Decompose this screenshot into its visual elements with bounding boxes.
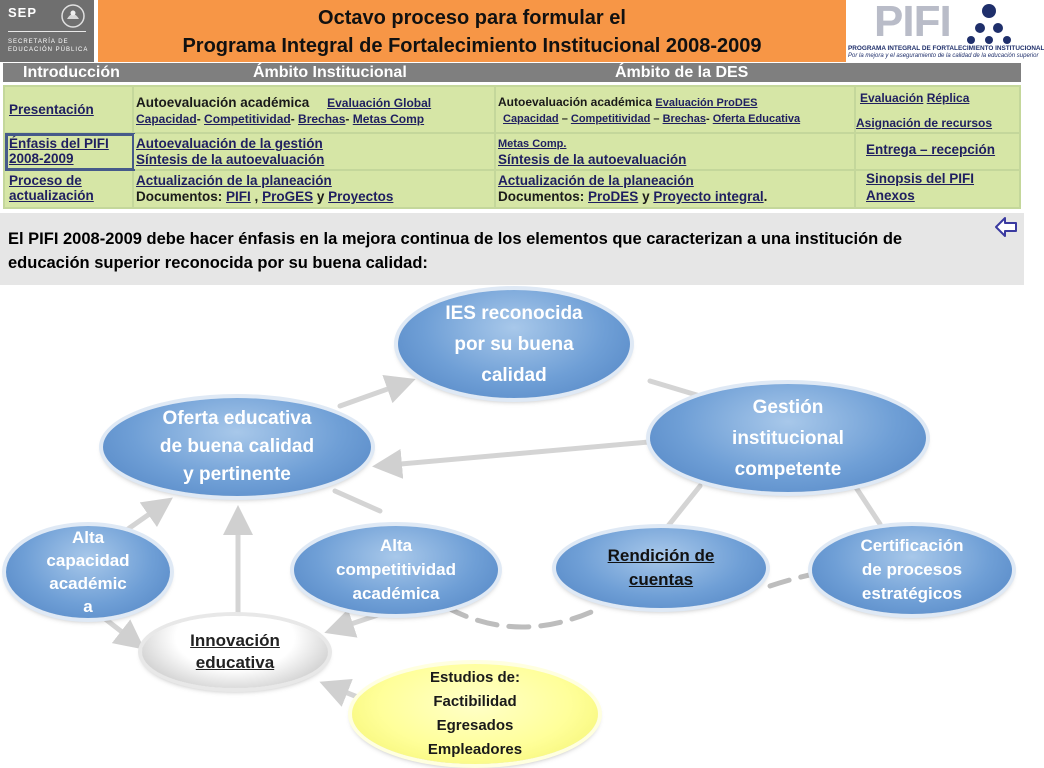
sep-logo-subtitle	[8, 38, 88, 54]
link-evaluacion[interactable]: Evaluación	[860, 91, 924, 105]
node-rendicion-line2: cuentas	[628, 570, 694, 589]
node-rendicion-cuentas[interactable]	[556, 528, 766, 608]
nav-cell-sinopsis	[856, 171, 1019, 207]
link-des-oferta[interactable]: Oferta Educativa	[712, 113, 801, 125]
pifi-tagline: PROGRAMA INTEGRAL DE FORTALECIMIENTO INSTITUCIONAL	[848, 45, 1044, 52]
node-rendicion-line1: Rendición de	[607, 546, 715, 565]
text-y: y	[316, 189, 325, 204]
link-inst-actualizacion[interactable]: Actualización de la planeación	[136, 173, 332, 188]
link-proyecto-integral[interactable]: Proyecto integral	[653, 189, 764, 204]
node-estudios-line3: Egresados	[436, 717, 514, 734]
text-inst-documentos: Documentos:	[136, 189, 223, 204]
link-des-metas[interactable]: Metas Comp.	[498, 138, 567, 150]
nav-cell-des-planeacion: Actualización de la planeación Documentos: ProDES y Proyecto integral.	[496, 171, 854, 207]
title-bar	[98, 0, 846, 62]
node-certificacion-line3: estratégicos	[861, 584, 963, 603]
link-inst-sintesis[interactable]: Síntesis de la autoevaluación	[136, 152, 325, 167]
statement-text: El PIFI 2008-2009 debe hacer énfasis en la mejora continua de los elementos que caracterizan a una institución de educación superior reconocida por su buena calidad:	[8, 230, 903, 272]
node-certificacion-line2: de procesos	[861, 560, 963, 579]
nav-cell-des-sintesis	[496, 134, 854, 169]
link-des-capacidad[interactable]: Capacidad	[503, 113, 559, 125]
node-alta-capacidad	[6, 526, 170, 618]
pifi-logo	[846, 0, 1044, 64]
sep-logo-rule	[8, 31, 86, 32]
text-des-documentos: Documentos:	[498, 189, 585, 204]
node-competitividad-line3: académica	[352, 584, 440, 603]
nav-cell-inst-planeacion: Actualización de la planeación Documentos: PIFI , ProGES y Proyectos	[134, 171, 494, 207]
node-capacidad-line2: capacidad	[46, 551, 130, 570]
arrow-gestion-certificacion	[855, 486, 880, 524]
node-oferta-line3: y pertinente	[183, 464, 291, 485]
node-competitividad-line2: competitividad	[336, 560, 456, 579]
text-inst-autoeval: Autoevaluación académica	[136, 95, 310, 110]
nav-cell-evaluacion	[856, 87, 1019, 132]
nav-header-des: Ámbito de la DES	[615, 64, 749, 81]
node-innovacion-line2: educativa	[195, 653, 275, 672]
link-autoeval-gestion[interactable]: Autoevaluación de la gestión	[136, 136, 323, 151]
link-inst-competitividad[interactable]: Competitividad	[204, 112, 291, 126]
text-des-autoeval: Autoevaluación académica	[498, 95, 653, 109]
link-des-actualizacion[interactable]: Actualización de la planeación	[498, 173, 694, 188]
node-capacidad-line3: académic	[49, 574, 127, 593]
link-anexos[interactable]: Anexos	[866, 188, 915, 203]
node-ies-reconocida	[398, 290, 630, 398]
node-estudios-line4: Empleadores	[427, 741, 523, 758]
nav-header-intro[interactable]: Introducción	[23, 64, 120, 81]
arrow-gestion-to-oferta	[378, 441, 660, 466]
node-oferta-educativa	[103, 398, 371, 496]
link-entrega[interactable]: Entrega – recepción	[866, 142, 996, 157]
page-title-line2: Programa Integral de Fortalecimiento Institucional 2008-2009	[182, 35, 762, 57]
node-gestion-line3: competente	[734, 458, 842, 480]
arrow-oferta-competitividad	[335, 491, 380, 511]
sep-logo	[0, 0, 94, 62]
link-prodes[interactable]: ProDES	[588, 189, 639, 204]
nav-cell-inst-autoeval: Autoevaluación académica Evaluación Global Capacidad- Competitividad- Brechas- Metas Comp	[134, 87, 494, 132]
nav-cell-entrega	[856, 134, 1019, 169]
statement-panel	[0, 213, 1024, 285]
sep-subtitle-line1: SECRETARÍA DE	[8, 39, 69, 45]
sep-subtitle-line2: EDUCACIÓN PÚBLICA	[8, 47, 89, 53]
selected-item-outline	[5, 133, 135, 171]
link-evaluacion-global[interactable]: Evaluación Global	[327, 96, 432, 110]
sep-logo-word: SEP	[8, 5, 38, 20]
arrow-ies-gestion	[650, 381, 700, 396]
node-ies-line3: calidad	[481, 364, 547, 386]
pifi-logo-word: PIFI	[874, 0, 951, 46]
link-des-competitividad[interactable]: Competitividad	[570, 113, 651, 125]
link-inst-brechas[interactable]: Brechas	[298, 112, 346, 126]
nav-table	[3, 85, 1021, 209]
node-estudios	[352, 664, 598, 764]
node-ies-line1: IES reconocida	[445, 302, 583, 324]
nav-cell-des-autoeval: Autoevaluación académica Evaluación ProDES Capacidad – Competitividad – Brechas- Oferta Educativa	[496, 87, 854, 132]
arrow-estudios-to-innovacion	[325, 684, 360, 698]
link-inst-capacidad[interactable]: Capacidad	[136, 112, 197, 126]
node-capacidad-line1: Alta	[71, 528, 105, 547]
pifi-tagline-sub: Por la mejora y el aseguramiento de la calidad de la educación superior	[848, 53, 1039, 59]
page-title-line1: Octavo proceso para formular el	[318, 7, 626, 29]
link-presentacion[interactable]: Presentación	[9, 102, 94, 117]
link-proyectos[interactable]: Proyectos	[328, 189, 394, 204]
node-certificacion-procesos	[812, 526, 1012, 614]
link-sinopsis[interactable]: Sinopsis del PIFI	[866, 171, 975, 186]
text-des-y: y	[642, 189, 650, 204]
node-certificacion-line1: Certificación	[860, 536, 964, 555]
node-gestion-institucional	[650, 384, 926, 492]
node-estudios-line2: Factibilidad	[433, 693, 517, 710]
link-proceso[interactable]: Proceso de actualización	[9, 173, 94, 203]
link-des-brechas[interactable]: Brechas	[662, 113, 706, 125]
dashed-link-rendicion	[448, 608, 600, 627]
link-enfasis[interactable]: Énfasis del PIFI 2008-2009	[9, 136, 109, 166]
link-asignacion[interactable]: Asignación de recursos	[856, 116, 993, 130]
node-oferta-line2: de buena calidad	[159, 436, 315, 457]
link-des-sintesis[interactable]: Síntesis de la autoevaluación	[498, 152, 687, 167]
arrow-competitividad-to-innovacion	[330, 611, 390, 631]
nav-header-row	[3, 63, 1021, 84]
node-oferta-line1: Oferta educativa	[162, 408, 312, 429]
nav-cell-presentacion	[5, 87, 132, 132]
node-estudios-line1: Estudios de:	[429, 669, 520, 686]
node-ies-line2: por su buena	[454, 333, 574, 355]
link-pifi[interactable]: PIFI	[226, 189, 251, 204]
pifi-dots-icon	[958, 2, 1020, 46]
node-innovacion-line1: Innovación	[190, 631, 280, 650]
sep-emblem-icon	[58, 3, 88, 29]
nav-cell-proceso	[5, 171, 132, 207]
nav-header-institucional: Ámbito Institucional	[253, 64, 407, 81]
quality-diagram	[0, 286, 1024, 768]
link-inst-metas[interactable]: Metas Comp	[352, 112, 425, 126]
node-alta-competitividad	[294, 526, 498, 614]
node-competitividad-line1: Alta	[379, 536, 413, 555]
node-gestion-line2: institucional	[732, 427, 844, 449]
link-replica[interactable]: Réplica	[926, 91, 970, 105]
arrow-oferta-to-ies	[340, 381, 410, 406]
nav-cell-inst-gestion	[134, 134, 494, 169]
node-innovacion-educativa[interactable]	[142, 616, 328, 688]
node-gestion-line1: Gestión	[752, 396, 824, 418]
back-arrow-icon[interactable]	[994, 216, 1018, 238]
link-proges[interactable]: ProGES	[262, 189, 314, 204]
link-evaluacion-prodes[interactable]: Evaluación ProDES	[655, 97, 758, 109]
node-capacidad-line4: a	[83, 597, 93, 616]
